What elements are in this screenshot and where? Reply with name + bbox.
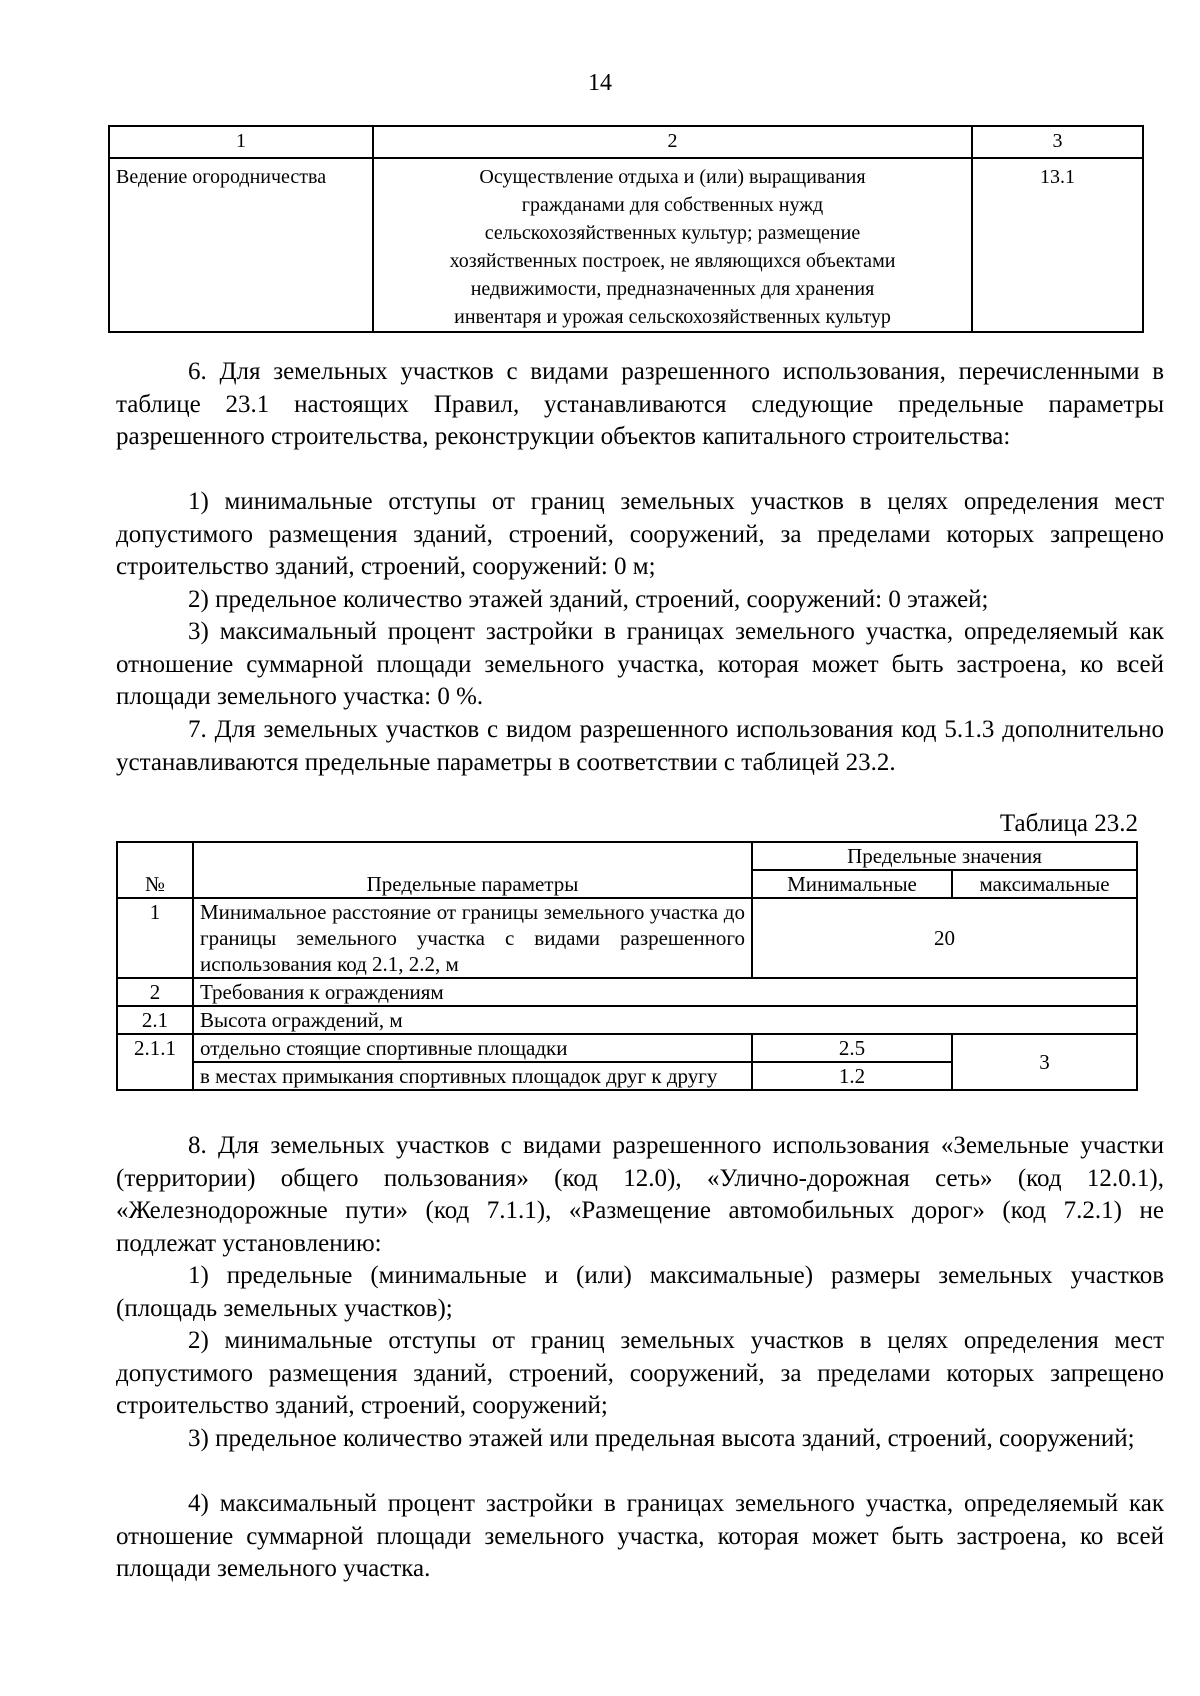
table-row (117, 978, 1137, 1006)
description-line: сельскохозяйственных культур; размещение (484, 222, 861, 244)
row-num: 1 (117, 898, 193, 978)
paragraph-8-item-3: 3) предельное количество этажей или предельная высота зданий, строений, сооружений; (188, 1425, 1135, 1452)
land-use-table (108, 125, 1144, 333)
use-name-cell: Ведение огородничества (109, 158, 373, 332)
description-line: Осуществление отдыха и (или) выращивания (479, 166, 866, 188)
description-line: инвентаря и урожая сельскохозяйственных культур (454, 306, 891, 328)
row-value: 20 (752, 898, 1137, 978)
use-description-cell (373, 158, 972, 332)
row-param: отдельно стоящие спортивные площадки (193, 1034, 752, 1062)
row-min: 1.2 (752, 1062, 952, 1090)
row-min: 2.5 (752, 1034, 952, 1062)
header-num: № (117, 842, 193, 898)
paragraph-6-item-2: 2) предельное количество этажей зданий, строений, сооружений: 0 этажей; (188, 586, 989, 613)
paragraph-8-item-1: 1) предельные (минимальные и (или) максимальные) размеры земельных участков (площадь земельных участков); (116, 1262, 1164, 1322)
page-number: 14 (588, 70, 612, 96)
table-row (117, 1034, 1137, 1062)
description-line: недвижимости, предназначенных для хранения (470, 278, 875, 300)
use-code-cell: 13.1 (972, 158, 1143, 332)
row-num: 2.1.1 (117, 1034, 193, 1090)
paragraph-8: 8. Для земельных участков с видами разрешенного использования «Земельные участки (территории) общего пользования» (код 12.0), «Улично-дорожная сеть» (код 12.0.1), «Железнодорожные пути» (код 7.1.1), «Размещение автомобильных дорог» (код 7.2.1) не подлежат установлению: (116, 1132, 1164, 1257)
header-max: максимальные (952, 870, 1137, 898)
header-col-2: 2 (373, 126, 972, 158)
description-line: хозяйственных построек, не являющихся объектами (449, 250, 896, 272)
row-param: Минимальное расстояние от границы земельного участка до границы земельного участка с видами разрешенного использования код 2.1, 2.2, м (193, 898, 752, 978)
description-line: гражданами для собственных нужд (521, 194, 824, 216)
header-limits: Предельные значения (752, 842, 1137, 870)
row-num: 2.1 (117, 1006, 193, 1034)
row-num: 2 (117, 978, 193, 1006)
header-param: Предельные параметры (193, 842, 752, 898)
table-row (117, 898, 1137, 978)
paragraph-7: 7. Для земельных участков с видом разрешенного использования код 5.1.3 дополнительно устанавливаются предельные параметры в соответствии с таблицей 23.2. (116, 716, 1164, 776)
row-param: Высота ограждений, м (193, 1006, 1137, 1034)
row-max-shared: 3 (952, 1034, 1137, 1090)
table-row (117, 1006, 1137, 1034)
table-row (109, 158, 1143, 332)
row-param: Требования к ограждениям (193, 978, 1137, 1006)
paragraph-6: 6. Для земельных участков с видами разрешенного использования, перечисленными в таблице 23.1 настоящих Правил, устанавливаются следующие предельные параметры разрешенного строительства, реконструкции объектов капитального строительства: (116, 358, 1164, 450)
row-param: в местах примыкания спортивных площадок друг к другу (193, 1062, 752, 1090)
header-col-3: 3 (972, 126, 1143, 158)
table-caption: Таблица 23.2 (999, 810, 1138, 837)
limit-parameters-table (116, 841, 1138, 1091)
paragraph-6-item-3: 3) максимальный процент застройки в границах земельного участка, определяемый как отношение суммарной площади земельного участка, которая может быть застроена, ко всей площади земельного участка: 0 %. (116, 618, 1164, 710)
table-header-row (117, 842, 1137, 870)
header-min: Минимальные (752, 870, 952, 898)
paragraph-8-item-2: 2) минимальные отступы от границ земельных участков в целях определения мест допустимого размещения зданий, строений, сооружений, за пределами которых запрещено строительство зданий, строений, сооружений; (116, 1327, 1164, 1419)
table-header-row (109, 126, 1143, 158)
paragraph-6-item-1: 1) минимальные отступы от границ земельных участков в целях определения мест допустимого размещения зданий, строений, сооружений, за пределами которых запрещено строительство зданий, строений, сооружений: 0 м; (116, 488, 1164, 580)
header-col-1: 1 (109, 126, 373, 158)
paragraph-8-item-4: 4) максимальный процент застройки в границах земельного участка, определяемый как отношение суммарной площади земельного участка, которая может быть застроена, ко всей площади земельного участка. (116, 1490, 1164, 1582)
